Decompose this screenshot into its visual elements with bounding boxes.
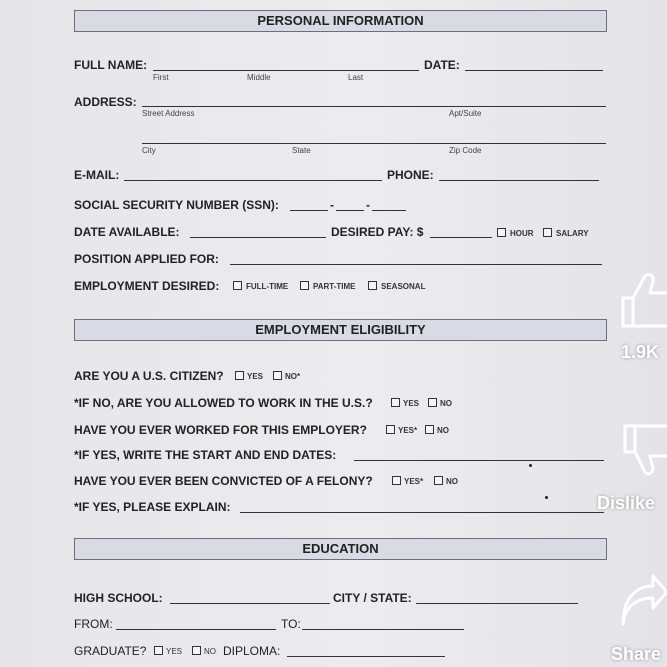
last-caption: Last	[348, 73, 364, 82]
felony-yes-label: YES*	[404, 477, 424, 486]
worked-before-question: HAVE YOU EVER WORKED FOR THIS EMPLOYER?	[74, 423, 367, 437]
citizen-yes-label: YES	[247, 372, 264, 381]
to-field[interactable]	[302, 629, 464, 630]
citizen-yes-checkbox[interactable]	[235, 371, 244, 380]
graduate-no-checkbox[interactable]	[192, 646, 201, 655]
salary-option-label: SALARY	[556, 229, 589, 238]
city-caption: City	[142, 146, 156, 155]
felony-no-label: NO	[446, 477, 458, 486]
share-label: Share	[611, 644, 662, 664]
allowed-no-checkbox[interactable]	[428, 398, 437, 407]
start-end-dates-question: *IF YES, WRITE THE START AND END DATES:	[74, 448, 337, 462]
section-header-education: EDUCATION	[74, 538, 607, 560]
phone-label: PHONE:	[387, 168, 434, 182]
worked-yes-checkbox[interactable]	[386, 425, 395, 434]
city-state-field[interactable]	[416, 603, 578, 604]
to-label: TO:	[281, 617, 301, 631]
employment-desired-label: EMPLOYMENT DESIRED:	[74, 279, 220, 293]
graduate-yes-label: YES	[166, 647, 183, 656]
full-name-label: FULL NAME:	[74, 58, 148, 72]
dislike-action[interactable]	[597, 420, 667, 520]
graduate-yes-checkbox[interactable]	[154, 646, 163, 655]
email-field[interactable]	[124, 180, 382, 181]
middle-caption: Middle	[247, 73, 271, 82]
from-label: FROM:	[74, 617, 113, 631]
worked-no-checkbox[interactable]	[425, 425, 434, 434]
desired-pay-label: DESIRED PAY: $	[331, 225, 424, 239]
dislike-label: Dislike	[597, 493, 656, 513]
phone-field[interactable]	[439, 180, 599, 181]
diploma-label: DIPLOMA:	[223, 644, 281, 658]
full-time-option-label: FULL-TIME	[246, 282, 289, 291]
ssn-dash-1: -	[330, 198, 334, 212]
citizen-no-checkbox[interactable]	[273, 371, 282, 380]
ssn-label: SOCIAL SECURITY NUMBER (SSN):	[74, 198, 279, 212]
felony-no-checkbox[interactable]	[434, 476, 443, 485]
felony-yes-checkbox[interactable]	[392, 476, 401, 485]
thumbs-down-icon	[621, 420, 667, 480]
speck-mark	[529, 464, 532, 467]
date-available-label: DATE AVAILABLE:	[74, 225, 180, 239]
worked-no-label: NO	[437, 426, 449, 435]
salary-checkbox[interactable]	[543, 228, 552, 237]
allowed-yes-label: YES	[403, 399, 420, 408]
ssn-part3-field[interactable]	[372, 210, 406, 211]
speck-mark	[545, 496, 548, 499]
date-field[interactable]	[465, 70, 603, 71]
diploma-field[interactable]	[287, 656, 445, 657]
thumbs-up-icon	[619, 268, 667, 330]
graduate-question: GRADUATE?	[74, 644, 147, 658]
worked-yes-label: YES*	[398, 426, 418, 435]
like-action[interactable]	[597, 262, 667, 362]
part-time-checkbox[interactable]	[300, 281, 309, 290]
first-caption: First	[153, 73, 169, 82]
date-label: DATE:	[424, 58, 460, 72]
zip-caption: Zip Code	[449, 146, 482, 155]
city-state-label: CITY / STATE:	[333, 591, 412, 605]
from-field[interactable]	[116, 629, 276, 630]
hour-checkbox[interactable]	[497, 228, 506, 237]
seasonal-checkbox[interactable]	[368, 281, 377, 290]
hour-option-label: HOUR	[510, 229, 534, 238]
explain-field[interactable]	[240, 512, 604, 513]
allowed-to-work-question: *IF NO, ARE YOU ALLOWED TO WORK IN THE U.S.?	[74, 396, 373, 410]
seasonal-option-label: SEASONAL	[381, 282, 426, 291]
street-caption: Street Address	[142, 109, 195, 118]
felony-question: HAVE YOU EVER BEEN CONVICTED OF A FELONY?	[74, 474, 373, 488]
start-end-dates-field[interactable]	[354, 460, 604, 461]
position-label: POSITION APPLIED FOR:	[74, 252, 219, 266]
allowed-no-label: NO	[440, 399, 452, 408]
ssn-part1-field[interactable]	[290, 210, 328, 211]
share-arrow-icon	[619, 574, 667, 628]
position-field[interactable]	[230, 264, 602, 265]
high-school-field[interactable]	[170, 603, 330, 604]
high-school-label: HIGH SCHOOL:	[74, 591, 163, 605]
allowed-yes-checkbox[interactable]	[391, 398, 400, 407]
address-label: ADDRESS:	[74, 95, 137, 109]
full-name-field[interactable]	[153, 70, 419, 71]
desired-pay-field[interactable]	[430, 237, 492, 238]
state-caption: State	[292, 146, 311, 155]
section-header-eligibility: EMPLOYMENT ELIGIBILITY	[74, 319, 607, 341]
street-address-field[interactable]	[142, 106, 606, 107]
city-state-zip-field[interactable]	[142, 143, 606, 144]
apt-caption: Apt/Suite	[449, 109, 482, 118]
explain-label: *IF YES, PLEASE EXPLAIN:	[74, 500, 231, 514]
full-time-checkbox[interactable]	[233, 281, 242, 290]
share-action[interactable]	[597, 570, 667, 667]
part-time-option-label: PART-TIME	[313, 282, 356, 291]
ssn-part2-field[interactable]	[336, 210, 364, 211]
citizen-question: ARE YOU A U.S. CITIZEN?	[74, 369, 224, 383]
citizen-no-label: NO*	[285, 372, 301, 381]
email-label: E-MAIL:	[74, 168, 120, 182]
ssn-dash-2: -	[366, 198, 370, 212]
section-header-personal: PERSONAL INFORMATION	[74, 10, 607, 32]
graduate-no-label: NO	[204, 647, 216, 656]
date-available-field[interactable]	[190, 237, 326, 238]
like-count: 1.9K	[621, 342, 660, 362]
